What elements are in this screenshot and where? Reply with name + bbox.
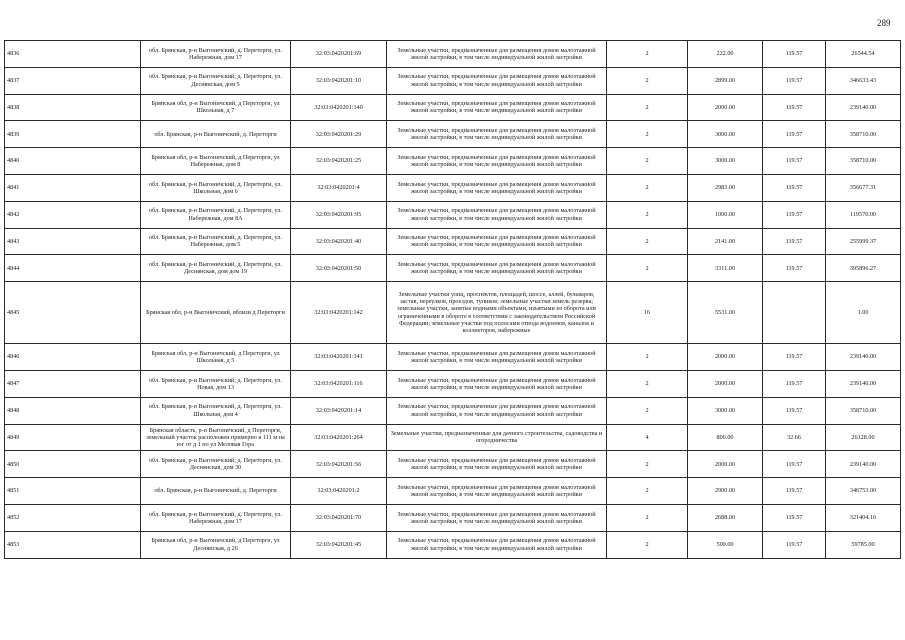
land-use-cell: Земельные участки, предназначенные для размещения домов малоэтажной жилой застройки, в том числе индивидуальной жилой застройки: [387, 41, 607, 68]
row-number: 4850: [5, 451, 141, 478]
cadastral-number-cell: 32:03:0420201:40: [291, 228, 387, 255]
row-number: 4838: [5, 94, 141, 121]
rate-cell: 119.57: [763, 174, 826, 201]
row-number: 4840: [5, 148, 141, 175]
rate-cell: 119.57: [763, 67, 826, 94]
cadastral-value-table: [4, 40, 901, 559]
area-cell: 2141.00: [688, 228, 763, 255]
address-cell: обл. Брянская, р-н Выгоничский, д. Переторги, ул. Набережная, дом 17: [141, 41, 291, 68]
table-row: [5, 255, 901, 282]
cadastral-value-cell: 26544.54: [826, 41, 901, 68]
category-cell: 2: [607, 148, 688, 175]
area-cell: 3000.00: [688, 148, 763, 175]
cadastral-number-cell: 32:03:0420201:29: [291, 121, 387, 148]
address-cell: обл. Брянская, р-н Выгоничский, д. Переторги, ул. Деснянская, дом 5: [141, 67, 291, 94]
area-cell: 2900.00: [688, 478, 763, 505]
area-cell: 2899.00: [688, 67, 763, 94]
table-row: [5, 41, 901, 68]
rate-cell: 119.57: [763, 121, 826, 148]
land-use-cell: Земельные участки, предназначенные для размещения домов малоэтажной жилой застройки, в том числе индивидуальной жилой застройки: [387, 201, 607, 228]
land-use-cell: Земельные участки, предназначенные для размещения домов малоэтажной жилой застройки, в том числе индивидуальной жилой застройки: [387, 174, 607, 201]
land-use-cell: Земельные участки, предназначенные для размещения домов малоэтажной жилой застройки, в том числе индивидуальной жилой застройки: [387, 504, 607, 531]
table-row: [5, 504, 901, 531]
cadastral-value-cell: 255999.37: [826, 228, 901, 255]
row-number: 4842: [5, 201, 141, 228]
cadastral-value-cell: 358710.00: [826, 397, 901, 424]
land-use-cell: Земельные участки, предназначенные для размещения домов малоэтажной жилой застройки, в том числе индивидуальной жилой застройки: [387, 344, 607, 371]
area-cell: 2000.00: [688, 370, 763, 397]
cadastral-number-cell: 32:03:0420201:140: [291, 94, 387, 121]
cadastral-value-cell: 356677.31: [826, 174, 901, 201]
address-cell: Брянская обл, р-н Выгоничский, д Переторги, ул Школьная, д 5: [141, 344, 291, 371]
cadastral-value-cell: 239140.00: [826, 370, 901, 397]
row-number: 4853: [5, 531, 141, 558]
rate-cell: 119.57: [763, 148, 826, 175]
rate-cell: 119.57: [763, 504, 826, 531]
rate-cell: 119.57: [763, 201, 826, 228]
category-cell: 2: [607, 478, 688, 505]
cadastral-number-cell: 32:03:0420201:14: [291, 397, 387, 424]
row-number: 4839: [5, 121, 141, 148]
address-cell: обл. Брянская, р-н Выгоничский, д. Переторги: [141, 478, 291, 505]
cadastral-number-cell: 32:03:0420201:141: [291, 344, 387, 371]
page-number: 289: [877, 18, 891, 28]
rate-cell: 119.57: [763, 94, 826, 121]
land-use-cell: Земельные участки, предназначенные для размещения домов малоэтажной жилой застройки, в том числе индивидуальной жилой застройки: [387, 255, 607, 282]
cadastral-value-cell: 119570.00: [826, 201, 901, 228]
table-row: [5, 531, 901, 558]
land-use-cell: Земельные участки, предназначенные для дачного строительства, садоводства и огородничества: [387, 424, 607, 451]
cadastral-value-cell: 395896.27: [826, 255, 901, 282]
table-row: [5, 397, 901, 424]
cadastral-value-cell: 321404.16: [826, 504, 901, 531]
address-cell: обл. Брянская, р-н Выгоничский, д. Переторги, ул. Школьная, дом 6: [141, 174, 291, 201]
area-cell: 500.00: [688, 531, 763, 558]
category-cell: 2: [607, 531, 688, 558]
address-cell: обл. Брянская, р-н Выгоничский, д. Переторги, ул. Деснянская, дом 30: [141, 451, 291, 478]
category-cell: 2: [607, 451, 688, 478]
rate-cell: 119.57: [763, 397, 826, 424]
row-number: 4841: [5, 174, 141, 201]
category-cell: 4: [607, 424, 688, 451]
row-number: 4844: [5, 255, 141, 282]
row-number: 4851: [5, 478, 141, 505]
area-cell: 3311.00: [688, 255, 763, 282]
category-cell: 2: [607, 94, 688, 121]
cadastral-value-cell: 358710.00: [826, 148, 901, 175]
table-row: [5, 451, 901, 478]
address-cell: Брянская обл, р-н Выгоничский, д Переторги, ул Школьная, д 7: [141, 94, 291, 121]
cadastral-value-cell: 1.00: [826, 282, 901, 344]
land-use-cell: Земельные участки, предназначенные для размещения домов малоэтажной жилой застройки, в том числе индивидуальной жилой застройки: [387, 397, 607, 424]
address-cell: обл. Брянская, р-н Выгоничский, д. Переторги: [141, 121, 291, 148]
category-cell: 2: [607, 41, 688, 68]
address-cell: Брянская область, р-н Выгоничский, д Переторги, земельный участок расположен примерно в 111 м на юг от д 1 по ул Меловая Гора: [141, 424, 291, 451]
row-number: 4846: [5, 344, 141, 371]
cadastral-number-cell: 32:03:0420201:2: [291, 478, 387, 505]
table-row: [5, 201, 901, 228]
area-cell: 2688.00: [688, 504, 763, 531]
table-row: [5, 424, 901, 451]
cadastral-value-cell: 59785.00: [826, 531, 901, 558]
cadastral-number-cell: 32:03:0420201:50: [291, 255, 387, 282]
land-use-cell: Земельные участки, предназначенные для размещения домов малоэтажной жилой застройки, в том числе индивидуальной жилой застройки: [387, 67, 607, 94]
category-cell: 16: [607, 282, 688, 344]
row-number: 4847: [5, 370, 141, 397]
area-cell: 2983.00: [688, 174, 763, 201]
cadastral-number-cell: 32:03:0420201:25: [291, 148, 387, 175]
address-cell: Брянская обл, р-н Выгоничский, вблизи д Переторги: [141, 282, 291, 344]
address-cell: Брянская обл, р-н Выгоничский, д Переторги, ул Деснянская, д 26: [141, 531, 291, 558]
cadastral-number-cell: 32:03:0420201:69: [291, 41, 387, 68]
address-cell: обл. Брянская, р-н Выгоничский, д. Переторги, ул. Набережная, дом 5: [141, 228, 291, 255]
category-cell: 2: [607, 201, 688, 228]
rate-cell: 119.57: [763, 451, 826, 478]
rate-cell: 119.57: [763, 344, 826, 371]
land-use-cell: Земельные участки, предназначенные для размещения домов малоэтажной жилой застройки, в том числе индивидуальной жилой застройки: [387, 121, 607, 148]
cadastral-value-cell: 346753.00: [826, 478, 901, 505]
category-cell: 2: [607, 174, 688, 201]
land-use-cell: Земельные участки, предназначенные для размещения домов малоэтажной жилой застройки, в том числе индивидуальной жилой застройки: [387, 531, 607, 558]
area-cell: 2000.00: [688, 344, 763, 371]
row-number: 4852: [5, 504, 141, 531]
cadastral-value-cell: 358710.00: [826, 121, 901, 148]
land-use-cell: Земельные участки, предназначенные для размещения домов малоэтажной жилой застройки, в том числе индивидуальной жилой застройки: [387, 228, 607, 255]
table-row: [5, 148, 901, 175]
address-cell: обл. Брянская, р-н Выгоничский, д. Переторги, ул. Новая, дом 13: [141, 370, 291, 397]
category-cell: 2: [607, 504, 688, 531]
category-cell: 2: [607, 370, 688, 397]
category-cell: 2: [607, 397, 688, 424]
area-cell: 3000.00: [688, 121, 763, 148]
area-cell: 2000.00: [688, 94, 763, 121]
row-number: 4849: [5, 424, 141, 451]
table-row: [5, 282, 901, 344]
address-cell: обл. Брянская, р-н Выгоничский, д. Переторги, ул. Деснянская, дом дом 19: [141, 255, 291, 282]
category-cell: 2: [607, 255, 688, 282]
cadastral-value-cell: 239140.00: [826, 451, 901, 478]
row-number: 4843: [5, 228, 141, 255]
cadastral-number-cell: 32:03:0420201:116: [291, 370, 387, 397]
area-cell: 222.00: [688, 41, 763, 68]
area-cell: 3000.00: [688, 397, 763, 424]
row-number: 4837: [5, 67, 141, 94]
area-cell: 2000.00: [688, 451, 763, 478]
category-cell: 2: [607, 228, 688, 255]
cadastral-number-cell: 32:03:0420201:10: [291, 67, 387, 94]
cadastral-number-cell: 32:03:0420201:4: [291, 174, 387, 201]
cadastral-value-cell: 346633.43: [826, 67, 901, 94]
address-cell: Брянская обл, р-н Выгоничский, д Переторги, ул Набережная, дом 8: [141, 148, 291, 175]
table-row: [5, 228, 901, 255]
cadastral-number-cell: 32:03:0420201:142: [291, 282, 387, 344]
rate-cell: 119.57: [763, 478, 826, 505]
table-row: [5, 478, 901, 505]
land-use-cell: Земельные участки, предназначенные для размещения домов малоэтажной жилой застройки, в том числе индивидуальной жилой застройки: [387, 370, 607, 397]
table-body: [5, 41, 901, 559]
row-number: 4836: [5, 41, 141, 68]
table-row: [5, 67, 901, 94]
cadastral-number-cell: 32:03:0420201:95: [291, 201, 387, 228]
rate-cell: 119.57: [763, 370, 826, 397]
cadastral-value-cell: 239140.00: [826, 344, 901, 371]
area-cell: 1000.00: [688, 201, 763, 228]
cadastral-value-cell: 239140.00: [826, 94, 901, 121]
address-cell: обл. Брянская, р-н Выгоничский, д. Переторги, ул. Школьная, дом 4: [141, 397, 291, 424]
rate-cell: 119.57: [763, 531, 826, 558]
table-row: [5, 174, 901, 201]
land-use-cell: Земельные участки улиц, проспектов, площадей, шоссе, аллей, бульваров, застав, переулков, проездов, тупиков; земельные участки земель резерва; земельные участки, занятые водными объектами, изъятыми из оборота или ограниченными в обороте в соответствии с законодательством Российской Федерации; земельные участки под полосами отвода водоемов, каналов и коллекторов, набережные: [387, 282, 607, 344]
table-row: [5, 370, 901, 397]
land-use-cell: Земельные участки, предназначенные для размещения домов малоэтажной жилой застройки, в том числе индивидуальной жилой застройки: [387, 451, 607, 478]
cadastral-number-cell: 32:03:0420201:70: [291, 504, 387, 531]
rate-cell: 119.57: [763, 228, 826, 255]
table-row: [5, 344, 901, 371]
category-cell: 2: [607, 67, 688, 94]
cadastral-number-cell: 32:03:0420201:264: [291, 424, 387, 451]
row-number: 4845: [5, 282, 141, 344]
rate-cell: [763, 282, 826, 344]
cadastral-value-cell: 26128.00: [826, 424, 901, 451]
category-cell: 2: [607, 344, 688, 371]
category-cell: 2: [607, 121, 688, 148]
address-cell: обл. Брянская, р-н Выгоничский, д. Переторги, ул. Набережная, дом 8А: [141, 201, 291, 228]
land-use-cell: Земельные участки, предназначенные для размещения домов малоэтажной жилой застройки, в том числе индивидуальной жилой застройки: [387, 478, 607, 505]
land-use-cell: Земельные участки, предназначенные для размещения домов малоэтажной жилой застройки, в том числе индивидуальной жилой застройки: [387, 148, 607, 175]
rate-cell: 119.57: [763, 41, 826, 68]
area-cell: 800.00: [688, 424, 763, 451]
table-row: [5, 94, 901, 121]
table-row: [5, 121, 901, 148]
cadastral-number-cell: 32:03:0420201:45: [291, 531, 387, 558]
address-cell: обл. Брянская, р-н Выгоничский, д. Переторги, ул. Набережная, дом 17: [141, 504, 291, 531]
area-cell: 5531.00: [688, 282, 763, 344]
row-number: 4848: [5, 397, 141, 424]
rate-cell: 32.66: [763, 424, 826, 451]
cadastral-number-cell: 32:03:0420201:56: [291, 451, 387, 478]
rate-cell: 119.57: [763, 255, 826, 282]
land-use-cell: Земельные участки, предназначенные для размещения домов малоэтажной жилой застройки, в том числе индивидуальной жилой застройки: [387, 94, 607, 121]
